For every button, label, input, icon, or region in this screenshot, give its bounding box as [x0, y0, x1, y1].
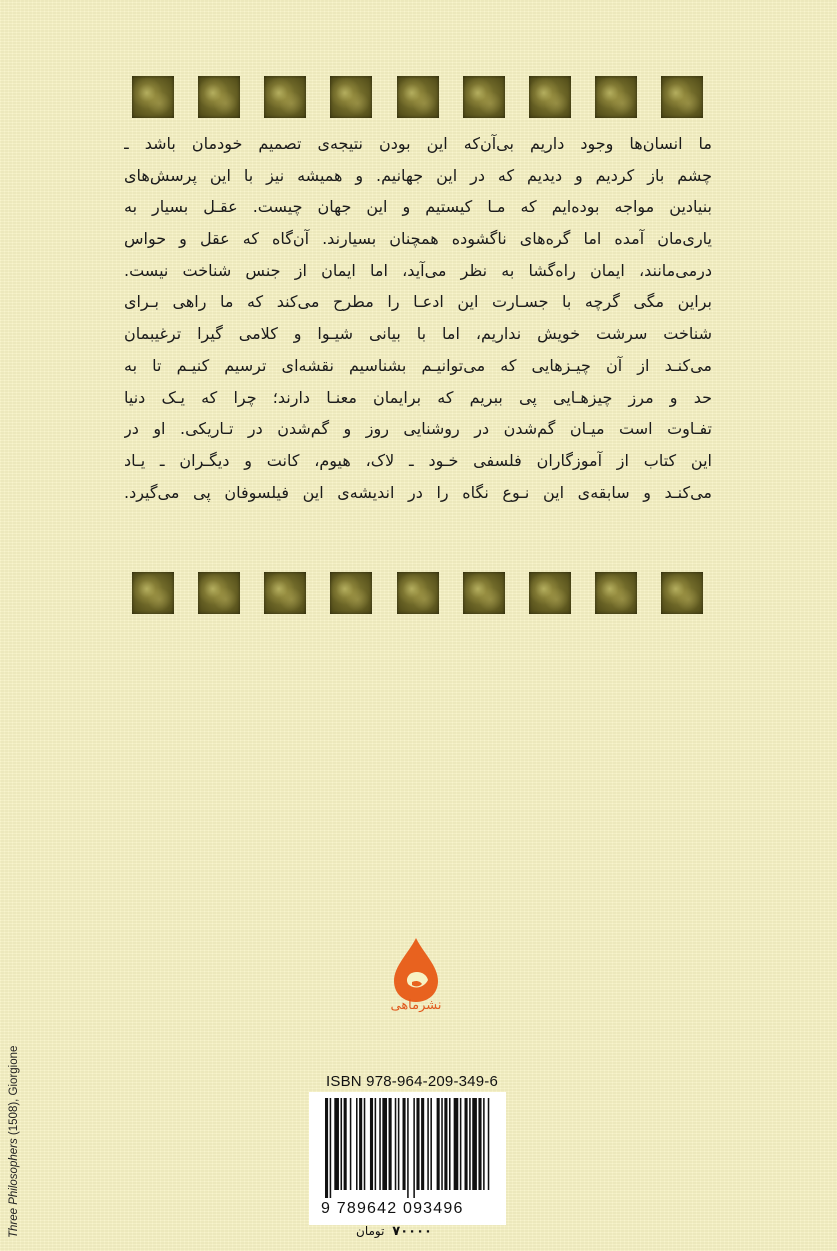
barcode-bar: [407, 1098, 409, 1198]
barcode-bar: [483, 1098, 485, 1190]
barcode-bar: [341, 1098, 343, 1190]
barcode-bar: [465, 1098, 468, 1190]
decorative-tile: [529, 572, 571, 614]
publisher-name: نشرماهی: [390, 998, 442, 1013]
barcode-bar: [413, 1098, 415, 1198]
blurb-line: یاری‌مان آمده اما گره‌های ناگشوده همچنان بسیارند. آن‌گاه که عقل و حواس: [124, 229, 712, 249]
barcode-bar: [403, 1098, 406, 1190]
blurb-line: تفـاوت است میـان گم‌شدن در روشنایی روز و گم‌شدن در تـاریکی. او در: [124, 419, 712, 439]
decorative-tile: [463, 76, 505, 118]
decorative-tile: [132, 572, 174, 614]
decorative-tile: [330, 76, 372, 118]
blurb-line: بنیادین مواجه بوده‌ایم که مـا کیستیم و این جهان چیست. عقـل بسیار به: [124, 197, 712, 217]
blurb-line: درمی‌مانند، ایمان راه‌گشا به نظر می‌آید، اما ایمان از جنس شناخت نیست.: [124, 260, 712, 280]
decorative-tile: [661, 572, 703, 614]
barcode-bar: [375, 1098, 377, 1190]
decorative-tile: [198, 572, 240, 614]
decorative-tile: [661, 76, 703, 118]
barcode-bar: [389, 1098, 392, 1190]
decorative-tile: [595, 76, 637, 118]
barcode-bar: [356, 1098, 358, 1190]
barcode-bar: [370, 1098, 373, 1190]
blurb-line: شناخت سرشت خویش نداریم، اما با بیانی شیـوا و کلامی گیرا ترغیبمان: [124, 324, 712, 344]
barcode-bar: [359, 1098, 362, 1190]
blurb-line: می‌کنـد و سابقه‌ی این نـوع نگاه را در اندیشه‌ی این فیلسوفان پی می‌گیرد.: [124, 482, 712, 502]
barcode-bar: [449, 1098, 451, 1190]
barcode-bar: [350, 1098, 352, 1190]
blurb-line: براین مگی گرچه با جسـارت این ادعـا را مطرح می‌کند که ما راهی بـرای: [124, 292, 712, 312]
barcode-bar: [398, 1098, 400, 1190]
blurb-line: می‌کنـد از آن چیـزهایی که می‌توانیـم بشناسیم نقشه‌ای ترسیم کنیـم تا به: [124, 355, 712, 375]
price-currency: تومان: [356, 1224, 385, 1238]
decorative-tile-row-top: [132, 76, 703, 118]
barcode: [309, 1092, 506, 1225]
barcode-bar: [330, 1098, 332, 1198]
barcode-bar: [444, 1098, 447, 1190]
barcode-bar: [382, 1098, 387, 1190]
blurb-line: ما انسان‌ها وجود داریم بی‌آن‌که این بودن نتیجه‌ی تصمیم خودمان باشد ـ: [124, 134, 712, 153]
decorative-tile: [264, 572, 306, 614]
decorative-tile: [595, 572, 637, 614]
decorative-tile: [330, 572, 372, 614]
blurb-line: حد و مرز چیزهـایی پی ببریم که برایمان معنـا دارند؛ چرا که یـک دنیا: [124, 387, 712, 407]
back-cover-blurb: [124, 128, 712, 508]
barcode-bar: [430, 1098, 432, 1190]
decorative-tile: [132, 76, 174, 118]
decorative-tile: [264, 76, 306, 118]
barcode-bar: [460, 1098, 462, 1190]
barcode-bar: [441, 1098, 443, 1190]
decorative-tile: [198, 76, 240, 118]
barcode-bar: [379, 1098, 381, 1190]
cover-art-details: (1508), Giorgione: [8, 1045, 20, 1139]
barcode-bar: [344, 1098, 347, 1190]
barcode-bar: [395, 1098, 397, 1190]
barcode-bar: [427, 1098, 429, 1190]
barcode-bar: [421, 1098, 424, 1190]
barcode-bar: [437, 1098, 440, 1190]
barcode-bar: [364, 1098, 366, 1190]
barcode-bar: [472, 1098, 477, 1190]
cover-art-credit: [8, 1046, 20, 1238]
barcode-bar: [454, 1098, 459, 1190]
price: [356, 1224, 432, 1239]
blurb-line: چشم باز کردیم و دیدیم که در این جهانیم. و همیشه نیز با این پرسش‌های: [124, 165, 712, 185]
decorative-tile: [397, 572, 439, 614]
barcode-digits: 9 789642 093496: [321, 1200, 464, 1217]
blurb-line: این کتاب از آموزگاران فلسفی خـود ـ لاک، هیوم، کانت و دیگـران ـ یـاد: [124, 450, 712, 470]
decorative-tile: [463, 572, 505, 614]
cover-art-title: Three Philosophers: [8, 1138, 20, 1238]
decorative-tile-row-bottom: [132, 572, 703, 614]
barcode-bar: [325, 1098, 328, 1198]
decorative-tile: [397, 76, 439, 118]
isbn-label: ISBN 978-964-209-349-6: [326, 1073, 499, 1090]
decorative-tile: [529, 76, 571, 118]
barcode-bar: [334, 1098, 339, 1190]
barcode-bar: [469, 1098, 471, 1190]
barcode-bars: [325, 1098, 490, 1198]
barcode-bar: [488, 1098, 490, 1190]
barcode-bar: [478, 1098, 481, 1190]
price-amount: ۷۰۰۰۰: [392, 1224, 432, 1239]
barcode-bar: [416, 1098, 419, 1190]
